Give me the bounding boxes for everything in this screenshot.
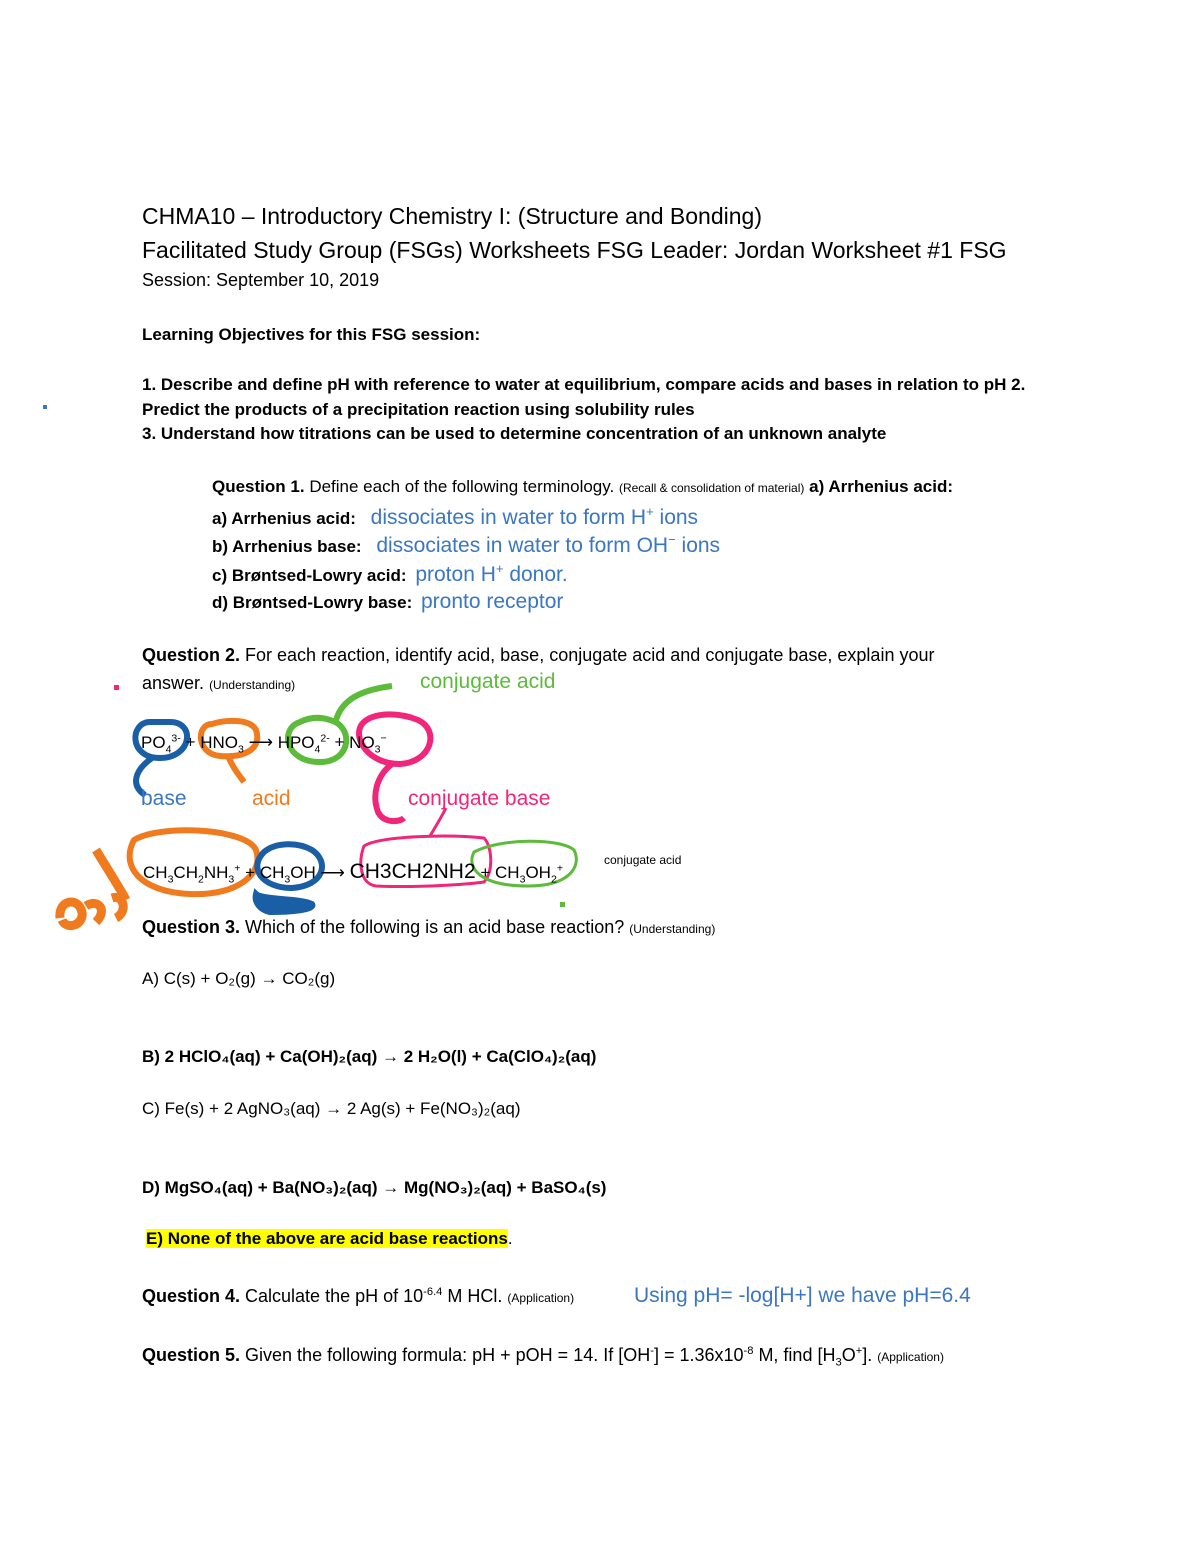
r1-arrow: ⟶ <box>248 732 273 752</box>
q4-tag: (Application) <box>507 1291 575 1305</box>
stray-dot-green <box>560 902 565 907</box>
q1-tail: a) Arrhenius acid: <box>809 477 954 496</box>
q1-item-c-answer: proton H+ donor. <box>415 561 568 586</box>
q1-tag: (Recall & consolidation of material) <box>618 481 805 495</box>
r1-hpo4: $HPO_4^{2-}$ <box>277 732 330 756</box>
q5-label: Question 5. <box>142 1345 241 1365</box>
q1-item-a <box>212 504 698 530</box>
q3-option-b: B) 2 HClO₄(aq) + Ca(OH)₂(aq) → 2 H₂O(l) + Ca(ClO₄)₂(aq) <box>142 1047 597 1066</box>
r1-no3: $NO_3^-$ <box>349 732 387 756</box>
reaction-2 <box>143 860 563 885</box>
label-acid: acid <box>252 787 291 810</box>
label-conjugate-acid-small: conjugate acid <box>604 853 682 867</box>
q2-prompt <box>142 645 934 666</box>
label-conjugate-base: conjugate base <box>408 787 551 810</box>
q3-option-a: A) C(s) + O₂(g) → CO₂(g) <box>142 969 336 988</box>
r1-hno3: $HNO_3$ <box>200 732 244 756</box>
q1-item-d <box>212 590 563 614</box>
q3-option-c: C) Fe(s) + 2 AgNO₃(aq) → 2 Ag(s) + Fe(NO₃)₂(aq) <box>142 1099 521 1118</box>
q5-tag: (Application) <box>877 1350 944 1364</box>
q3-option-e <box>146 1229 513 1249</box>
q4-exponent: -6.4 <box>423 1286 443 1298</box>
worksheet-title: Facilitated Study Group (FSGs) Worksheets FSG Leader: Jordan Worksheet #1 FSG <box>142 237 1007 263</box>
q4-answer: Using pH= -log[H+] we have pH=6.4 <box>634 1284 971 1307</box>
pointer-conj-base-2 <box>430 808 446 836</box>
r2-ch3oh: $CH_3OH$ <box>259 863 316 886</box>
q1-item-a-label: a) Arrhenius acid: <box>212 509 356 528</box>
session-date: Session: September 10, 2019 <box>142 270 380 290</box>
r2-ch3oh2: $CH_3OH_2^+$ <box>495 862 563 886</box>
r1-po4: $PO_4^{3-}$ <box>141 732 181 756</box>
q1-item-c-label: c) Brøntsed-Lowry acid: <box>212 566 407 585</box>
q3-prompt <box>142 917 715 938</box>
q4-text-2: M HCl. <box>442 1286 503 1306</box>
label-conjugate-acid: conjugate acid <box>420 670 556 693</box>
r2-ch3ch2nh3: $CH_3CH_2NH_3^+$ <box>143 862 241 886</box>
q2-text: For each reaction, identify acid, base, conjugate acid and conjugate base, explain your <box>245 645 935 665</box>
q4-prompt <box>142 1286 574 1307</box>
r2-arrow: ⟶ <box>320 863 345 882</box>
pointer-conj-base <box>375 764 404 821</box>
objective-2: Predict the products of a precipitation reaction using solubility rules <box>142 400 695 419</box>
q4-label: Question 4. <box>142 1286 241 1306</box>
r1-plus-1: + <box>185 732 196 752</box>
q1-item-d-label: d) Brøntsed-Lowry base: <box>212 593 413 612</box>
r2-plus-1: + <box>245 863 256 882</box>
q5-prompt: Question 5. Given the following formula: pH + pOH = 14. If $[OH^-] = 1.36x10^{-8}$ M, find $[H_3O^+]$. (Application) <box>142 1345 944 1369</box>
q3-tag: (Understanding) <box>629 922 716 936</box>
r2-ch3ch2nh2: CH3CH2NH2 <box>349 860 476 883</box>
q2-text-2: answer. <box>142 673 205 693</box>
q1-item-a-answer: dissociates in water to form H+ ions <box>370 504 699 529</box>
q1-item-d-answer: pronto receptor <box>420 590 564 613</box>
course-title: CHMA10 – Introductory Chemistry I: (Structure and Bonding) <box>142 203 762 229</box>
scribble-acid-orange <box>60 850 126 926</box>
q1-label: Question 1. <box>212 477 305 496</box>
objectives-title: Learning Objectives for this FSG session: <box>142 325 481 344</box>
scribble-base-blue <box>256 894 313 912</box>
q3-answer-highlight: E) None of the above are acid base reactions <box>146 1229 508 1248</box>
q2-tag: (Understanding) <box>209 678 296 692</box>
reaction-1 <box>141 732 387 755</box>
q1-text: Define each of the following terminology. <box>309 477 615 496</box>
q3-option-d: D) MgSO₄(aq) + Ba(NO₃)₂(aq) → Mg(NO₃)₂(aq) + BaSO₄(s) <box>142 1178 607 1197</box>
stray-dot-pink <box>114 685 119 690</box>
q2-prompt-2 <box>142 673 295 694</box>
pointer-acid <box>228 756 244 782</box>
q1-item-b <box>212 532 720 558</box>
q1-prompt <box>212 477 953 497</box>
stray-dot-blue <box>43 405 47 409</box>
q1-item-c <box>212 561 568 587</box>
q4-text: Calculate the pH of 10 <box>245 1286 424 1306</box>
r2-plus-2: + <box>480 863 491 882</box>
q3-label: Question 3. <box>142 917 241 937</box>
q1-item-b-answer: dissociates in water to form OH− ions <box>376 532 721 557</box>
q3-text: Which of the following is an acid base reaction? <box>245 917 625 937</box>
label-base: base <box>141 787 187 810</box>
q3-period: . <box>507 1229 513 1248</box>
q1-item-b-label: b) Arrhenius base: <box>212 537 362 556</box>
q2-label: Question 2. <box>142 645 241 665</box>
objective-1: 1. Describe and define pH with reference to water at equilibrium, compare acids and bases in relation to pH 2. <box>142 375 1026 394</box>
q5-text: Given the following formula: pH + pOH = 14. If [OH <box>245 1345 651 1365</box>
objective-3: 3. Understand how titrations can be used to determine concentration of an unknown analyte <box>142 424 887 443</box>
r1-plus-2: + <box>334 732 345 752</box>
